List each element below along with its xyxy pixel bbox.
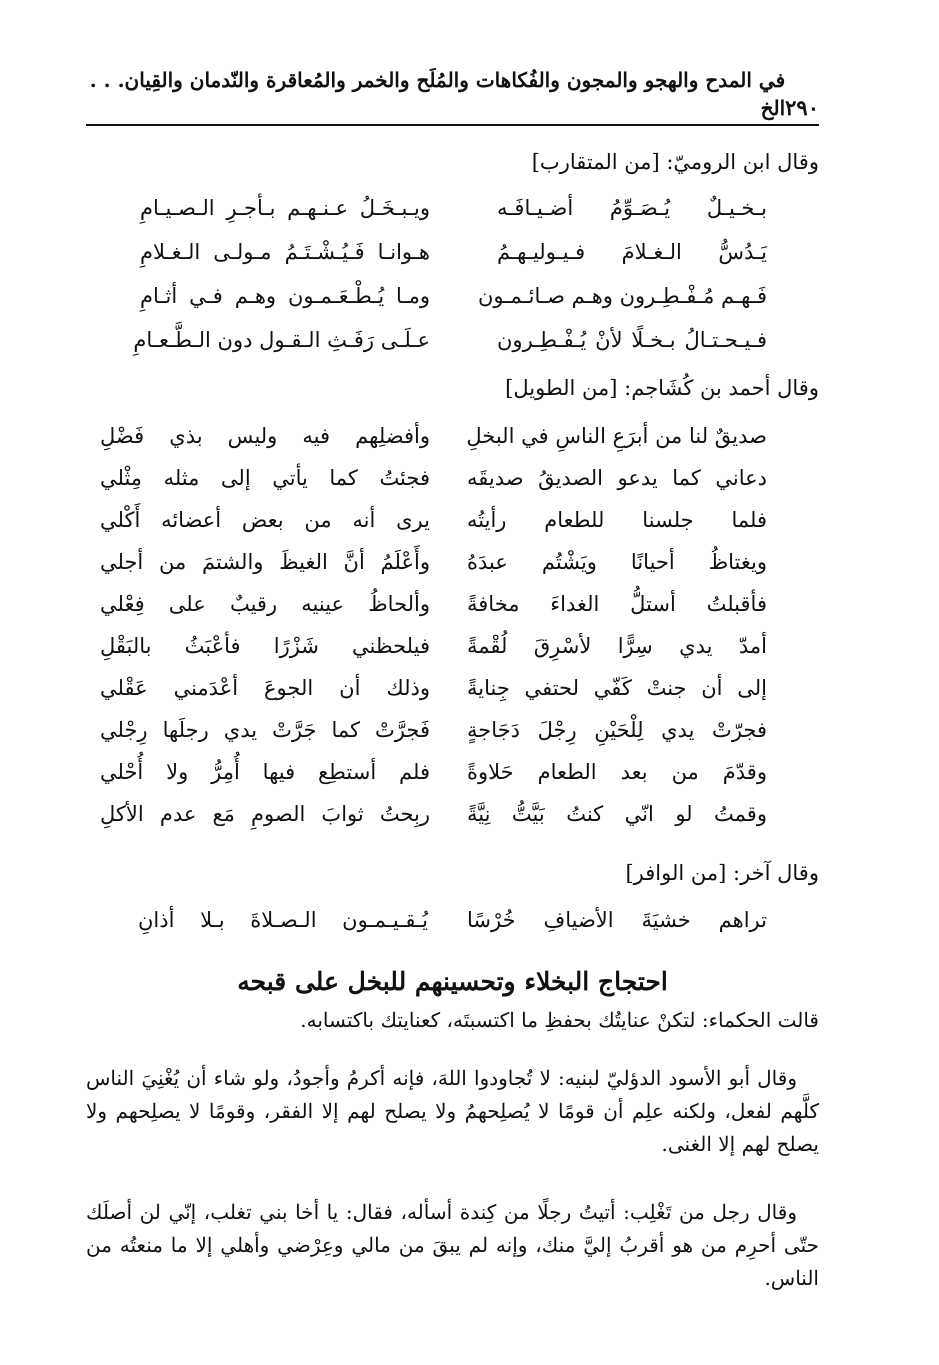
verse-sadr: تراهم خشيَةَ الأضيافِ خُرْسًا [467,908,767,932]
verse-ajuz: عـلَـى رَفَـثِ الـقـول دون الـطَّـعـامِ [133,328,430,352]
verse-ajuz: وأفضلِهم فيه وليس بذي فَضْلِ [100,424,430,448]
running-title: في المدح والهجو والمجون والفُكاهات والمُلَح والخمر والمُعاقرة والنّدمان والقِيان. . . الخ [89,68,786,120]
verse-sadr: بـخـيـلٌ يُـصَـوِّمُ أضـيـافَـه [497,196,767,220]
running-header [86,68,819,122]
poem-intro: وقال ابن الروميّ: [من المتقارب] [531,150,819,174]
verse-sadr: فَـهـم مُـفْـطِـرون وهـم صـائـمـون [477,284,767,308]
verse-line [100,464,819,506]
verse-sadr: إلى أن جنتْ كَفّي لحتفي جِنايةً [467,676,767,700]
verse-line [100,590,819,632]
verse-line [100,282,819,326]
verse-ajuz: ومـا يُـطْـعَـمـون وهـم فـي أثـامِ [140,284,430,308]
page-number: ٢٩٠ [785,95,819,120]
poem-intro: وقال آخر: [من الوافر] [625,861,819,885]
verse-line [100,800,819,842]
poem-verses [100,422,819,842]
prose-paragraph: قالت الحكماء: لتكنْ عنايتُك بحفظِ ما اكتسبتَه، كعنايتك باكتسابه. [300,1008,819,1032]
verse-sadr: أمدّ يدي سِرًّا لأسْرِقَ لُقْمةً [467,634,767,658]
verse-ajuz: يُـقـيـمـون الـصـلاةَ بـلا أذانِ [138,908,428,932]
verse-ajuz: فيلحظني شَزْرًا فأعْبَثُ بالبَقْلِ [100,634,430,658]
verse-line [100,548,819,590]
verse-line [100,716,819,758]
header-rule [86,124,819,126]
verse-ajuz: وأَعْلَمُ أنَّ الغيظَ والشتمَ من أجلي [100,550,430,574]
poem-verses [100,194,819,370]
verse-line [100,674,819,716]
verse-ajuz: وألحاظُ عينيه رقيبٌ على فِعْلي [100,592,430,616]
verse-sadr: فـيـحـتـالُ بـخـلًا لأنْ يُـفْـطِـرون [497,328,767,352]
verse-ajuz: ربِحتُ ثوابَ الصومِ مَع عدم الأكلِ [100,802,430,826]
section-heading: احتجاج البخلاء وتحسينهم للبخل على قبحه [237,967,668,996]
verse-ajuz: فَجرَّتْ كما جَرَّتْ يدي رجلَها رِجْلي [100,718,430,742]
verse-sadr: وقدّمَ من بعد الطعام حَلاوةً [467,760,767,784]
verse-sadr: دعاني كما يدعو الصديقُ صديقَه [467,466,767,490]
verse-ajuz: فلم أستطِع فيها أُمِرُّ ولا أُحْلي [100,760,430,784]
poem-verses [100,906,819,950]
prose-paragraph: وقال أبو الأسود الدؤليّ لبنيه: لا تُجاودوا اللهَ، فإنه أكرمُ وأجودُ، ولو شاء أن يُغْنِيَ الناس كلَّهم لفعل، ولكنه علِم أن قومًا لا يُصلِحهمُ ولا يصلح لهم إلا الفقر، وقومًا لا يصلِحهم ولا يصلح لهم إلا الغنى. [86,1066,819,1156]
verse-line [100,194,819,238]
verse-ajuz: هـوانـا فَـيُـشْـتَـمُ مـولـى الـغـلامِ [140,240,430,264]
verse-sadr: فجرّتْ يدي لِلْحَيْنِ رِجْلَ دَجَاجةٍ [467,718,767,742]
verse-ajuz: وذلك أن الجوعَ أعْدَمني عَقْلي [100,676,430,700]
poem-intro: وقال أحمد بن كُشَاجم: [من الطويل] [505,376,819,400]
verse-line [100,238,819,282]
verse-line [100,632,819,674]
verse-sadr: ويغتاظُ أحيانًا ويَشْتُم عبدَهُ [467,550,767,574]
verse-ajuz: ويـبـخَـلُ عـنـهـم بـأجـرِ الـصـيـامِ [140,196,430,220]
verse-sadr: صديقٌ لنا من أبرَعِ الناسِ في البخلِ [466,424,767,448]
verse-sadr: يَـدُسُّ الـغـلامَ فـيـوليـهـمُ [497,240,767,264]
verse-line [100,506,819,548]
verse-sadr: فلما جلسنا للطعام رأيتُه [467,508,767,532]
verse-ajuz: يرى أنه من بعض أعضائه أَكْلي [100,508,430,532]
verse-line [100,326,819,370]
verse-ajuz: فجئتُ كما يأتي إلى مثله مِثْلي [100,466,430,490]
verse-line [100,906,819,950]
verse-line [100,422,819,464]
verse-sadr: وقمتُ لو انّي كنتُ بَيَّتُّ نِيَّةً [467,802,767,826]
prose-paragraph: وقال رجل من تَغْلِب: أتيتُ رجلًا من كِندة أسأله، فقال: يا أخا بني تغلب، إنّي لن أصلَك حتّى أحرِم من هو أقربُ إليَّ منك، وإنه لم يبقَ من مالي وعِرْضي وأهلي إلا ما منعتُه من الناس. [86,1200,819,1290]
verse-line [100,758,819,800]
verse-sadr: فأقبلتُ أستلُّ الغداءَ مخافةً [467,592,767,616]
